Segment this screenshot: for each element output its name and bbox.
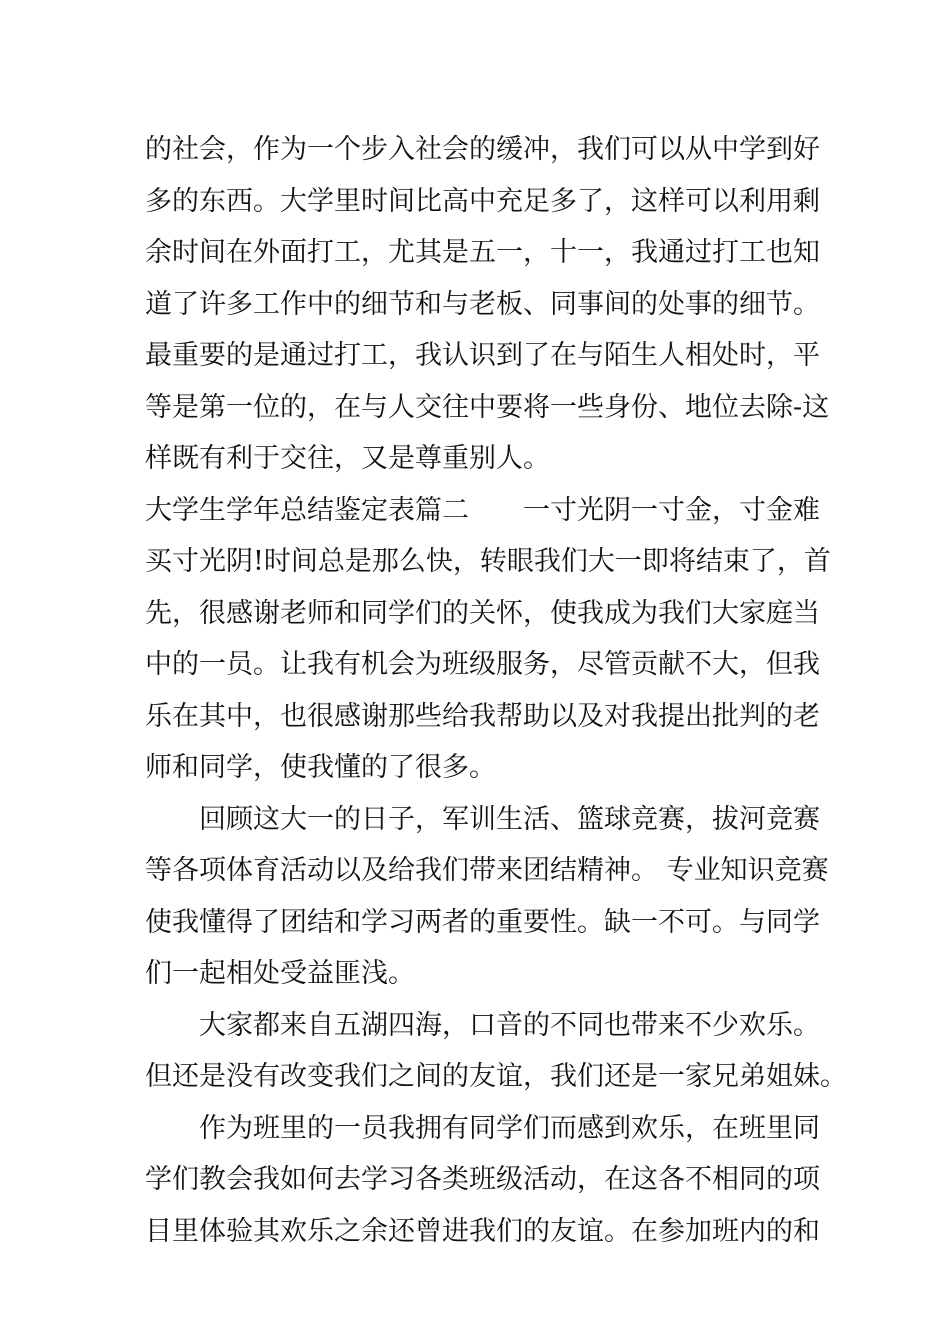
text-line: 师和同学，使我懂的了很多。 (145, 752, 496, 783)
paragraph-4 (145, 1000, 847, 1103)
paragraph-2 (145, 485, 831, 794)
text-line: 目里体验其欢乐之余还曾进我们的友谊。在参加班内的和 (145, 1215, 820, 1247)
paragraph-1 (145, 124, 830, 485)
text-line: 多的东西。大学里时间比高中充足多了，这样可以利用剩 (145, 185, 820, 217)
text-line: 但还是没有改变我们之间的友谊，我们还是一家兄弟姐妹。 (145, 1061, 847, 1092)
paragraph-3 (145, 794, 829, 1000)
text-line: 乐在其中，也很感谢那些给我帮助以及对我提出批判的老 (145, 700, 820, 732)
text-line: 余时间在外面打工，尤其是五一，十一，我通过打工也知 (145, 237, 820, 268)
text-line: 使我懂得了团结和学习两者的重要性。缺一不可。与同学 (145, 906, 820, 938)
text-line: 一寸光阴一寸金，寸金难 (523, 494, 820, 526)
text-line: 等是第一位的，在与人交往中要将一些身份、地位去除-这 (145, 391, 830, 423)
text-line: 作为班里的一员我拥有同学们而感到欢乐，在班里同 (199, 1112, 820, 1144)
text-line: 大家都来自五湖四海，口音的不同也带来不少欢乐。 (199, 1009, 820, 1041)
text-line: 们一起相处受益匪浅。 (145, 958, 415, 989)
paragraph-5 (145, 1103, 820, 1258)
section-heading: 大学生学年总结鉴定表篇二 (145, 494, 469, 526)
text-line: 样既有利于交往，又是尊重别人。 (145, 443, 550, 474)
text-line: 的社会，作为一个步入社会的缓冲，我们可以从中学到好 (145, 134, 820, 165)
text-line: 先，很感谢老师和同学们的关怀，使我成为我们大家庭当 (145, 597, 820, 629)
text-line: 中的一员。让我有机会为班级服务，尽管贡献不大，但我 (145, 649, 820, 680)
document-body (145, 124, 847, 1257)
text-line: 回顾这大一的日子，军训生活、篮球竞赛，拔河竞赛 (199, 803, 820, 835)
text-line: 学们教会我如何去学习各类班级活动，在这各不相同的项 (145, 1164, 820, 1195)
section-heading-line (145, 485, 820, 537)
text-line: 买寸光阴!时间总是那么快，转眼我们大一即将结束了，首 (145, 546, 831, 577)
text-line: 道了许多工作中的细节和与老板、同事间的处事的细节。 (145, 288, 820, 320)
text-line: 等各项体育活动以及给我们带来团结精神。 专业知识竞赛 (145, 855, 829, 886)
text-line: 最重要的是通过打工，我认识到了在与陌生人相处时，平 (145, 340, 820, 371)
